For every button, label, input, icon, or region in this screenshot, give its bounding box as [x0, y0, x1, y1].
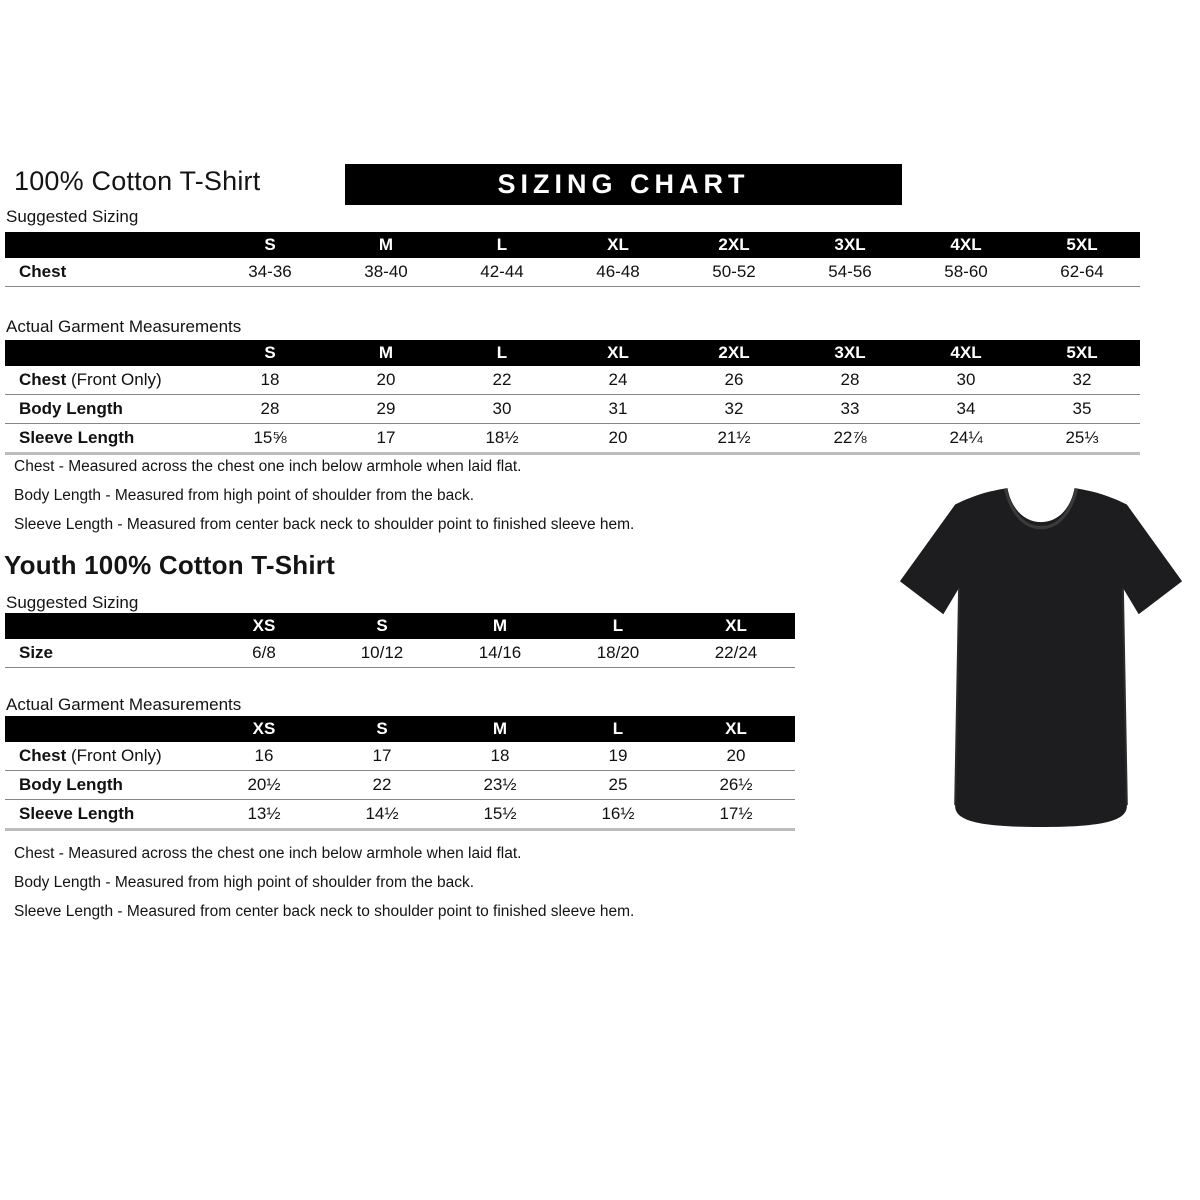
value-cell: 24 [560, 366, 676, 395]
size-col-header: 2XL [676, 232, 792, 258]
value-cell: 20 [677, 742, 795, 771]
value-cell: 38-40 [328, 258, 444, 287]
row-label-cell [5, 366, 212, 395]
value-cell: 34-36 [212, 258, 328, 287]
value-cell: 28 [792, 366, 908, 395]
table-row [5, 742, 795, 771]
value-cell: 29 [328, 395, 444, 424]
size-col-header: M [441, 716, 559, 742]
size-col-header: 3XL [792, 340, 908, 366]
table-row [5, 639, 795, 668]
note-chest: Chest - Measured across the chest one inch below armhole when laid flat. [14, 845, 522, 862]
size-col-header: S [212, 340, 328, 366]
adult-suggested-table [5, 232, 1140, 287]
value-cell: 20 [560, 424, 676, 454]
size-col-header: 5XL [1024, 232, 1140, 258]
value-cell: 26½ [677, 771, 795, 800]
value-cell: 26 [676, 366, 792, 395]
value-cell: 22 [444, 366, 560, 395]
table-header-row [5, 613, 795, 639]
table-header-row [5, 232, 1140, 258]
youth-suggested-table [5, 613, 795, 668]
value-cell: 18 [212, 366, 328, 395]
value-cell: 25 [559, 771, 677, 800]
tshirt-graphic [893, 476, 1189, 838]
row-label: Body Length [19, 775, 123, 794]
size-col-header: L [559, 716, 677, 742]
value-cell: 46-48 [560, 258, 676, 287]
header-spacer [5, 613, 205, 639]
value-cell: 23½ [441, 771, 559, 800]
size-col-header: 4XL [908, 340, 1024, 366]
value-cell: 32 [676, 395, 792, 424]
value-cell: 34 [908, 395, 1024, 424]
table-row [5, 366, 1140, 395]
youth-actual-table [5, 716, 795, 831]
value-cell: 31 [560, 395, 676, 424]
value-cell: 17½ [677, 800, 795, 830]
youth-title: Youth 100% Cotton T-Shirt [4, 550, 335, 580]
table-header-row [5, 716, 795, 742]
sizing-chart-banner: SIZING CHART [345, 164, 902, 205]
table-row [5, 771, 795, 800]
value-cell: 18 [441, 742, 559, 771]
size-col-header: 4XL [908, 232, 1024, 258]
value-cell: 35 [1024, 395, 1140, 424]
note-body-length: Body Length - Measured from high point of shoulder from the back. [14, 874, 475, 891]
row-label-cell [5, 800, 205, 830]
note-chest: Chest - Measured across the chest one inch below armhole when laid flat. [14, 458, 522, 475]
adult-suggested-label: Suggested Sizing [6, 207, 139, 226]
row-label: Sleeve Length [19, 428, 135, 447]
size-col-header: XL [677, 613, 795, 639]
row-label: Sleeve Length [19, 804, 135, 823]
header-spacer [5, 716, 205, 742]
adult-actual-table [5, 340, 1140, 455]
row-label-cell [5, 771, 205, 800]
value-cell: 25⅓ [1024, 424, 1140, 454]
size-col-header: M [441, 613, 559, 639]
row-label: Chest [19, 370, 67, 389]
value-cell: 54-56 [792, 258, 908, 287]
size-col-header: L [444, 340, 560, 366]
row-label: Size [19, 643, 54, 662]
youth-actual-label: Actual Garment Measurements [6, 695, 242, 714]
value-cell: 22/24 [677, 639, 795, 668]
value-cell: 16½ [559, 800, 677, 830]
value-cell: 14½ [323, 800, 441, 830]
value-cell: 21½ [676, 424, 792, 454]
row-label-cell [5, 639, 205, 668]
value-cell: 24¼ [908, 424, 1024, 454]
value-cell: 10/12 [323, 639, 441, 668]
table-row [5, 424, 1140, 454]
size-col-header: 2XL [676, 340, 792, 366]
table-header-row [5, 340, 1140, 366]
size-col-header: XS [205, 613, 323, 639]
value-cell: 58-60 [908, 258, 1024, 287]
table-row [5, 258, 1140, 287]
row-label-note: (Front Only) [66, 746, 162, 765]
size-col-header: S [212, 232, 328, 258]
row-label: Chest [19, 746, 67, 765]
value-cell: 13½ [205, 800, 323, 830]
row-label-note: (Front Only) [66, 370, 162, 389]
size-col-header: L [444, 232, 560, 258]
value-cell: 30 [908, 366, 1024, 395]
note-sleeve-length: Sleeve Length - Measured from center back neck to shoulder point to finished sleeve hem. [14, 903, 635, 920]
table-row [5, 800, 795, 830]
row-label-cell [5, 742, 205, 771]
adult-actual-label: Actual Garment Measurements [6, 317, 242, 336]
value-cell: 15½ [441, 800, 559, 830]
row-label-cell [5, 258, 212, 287]
value-cell: 20½ [205, 771, 323, 800]
value-cell: 20 [328, 366, 444, 395]
value-cell: 22⅞ [792, 424, 908, 454]
value-cell: 15⅝ [212, 424, 328, 454]
value-cell: 50-52 [676, 258, 792, 287]
size-col-header: XS [205, 716, 323, 742]
value-cell: 16 [205, 742, 323, 771]
value-cell: 17 [328, 424, 444, 454]
row-label-cell [5, 424, 212, 454]
header-spacer [5, 232, 212, 258]
note-sleeve-length: Sleeve Length - Measured from center back neck to shoulder point to finished sleeve hem. [14, 516, 635, 533]
black-tshirt-image [893, 476, 1189, 838]
value-cell: 30 [444, 395, 560, 424]
row-label: Chest [19, 262, 67, 281]
value-cell: 18/20 [559, 639, 677, 668]
row-label: Body Length [19, 399, 123, 418]
value-cell: 18½ [444, 424, 560, 454]
table-row [5, 395, 1140, 424]
size-col-header: L [559, 613, 677, 639]
value-cell: 22 [323, 771, 441, 800]
note-body-length: Body Length - Measured from high point of shoulder from the back. [14, 487, 475, 504]
adult-title: 100% Cotton T-Shirt [14, 166, 261, 196]
size-col-header: S [323, 716, 441, 742]
youth-suggested-label: Suggested Sizing [6, 593, 139, 612]
size-col-header: XL [560, 232, 676, 258]
size-col-header: S [323, 613, 441, 639]
value-cell: 14/16 [441, 639, 559, 668]
size-col-header: M [328, 340, 444, 366]
value-cell: 28 [212, 395, 328, 424]
size-col-header: M [328, 232, 444, 258]
size-col-header: 5XL [1024, 340, 1140, 366]
header-spacer [5, 340, 212, 366]
value-cell: 19 [559, 742, 677, 771]
value-cell: 32 [1024, 366, 1140, 395]
size-col-header: 3XL [792, 232, 908, 258]
size-col-header: XL [677, 716, 795, 742]
row-label-cell [5, 395, 212, 424]
value-cell: 17 [323, 742, 441, 771]
size-col-header: XL [560, 340, 676, 366]
value-cell: 33 [792, 395, 908, 424]
value-cell: 6/8 [205, 639, 323, 668]
value-cell: 42-44 [444, 258, 560, 287]
value-cell: 62-64 [1024, 258, 1140, 287]
